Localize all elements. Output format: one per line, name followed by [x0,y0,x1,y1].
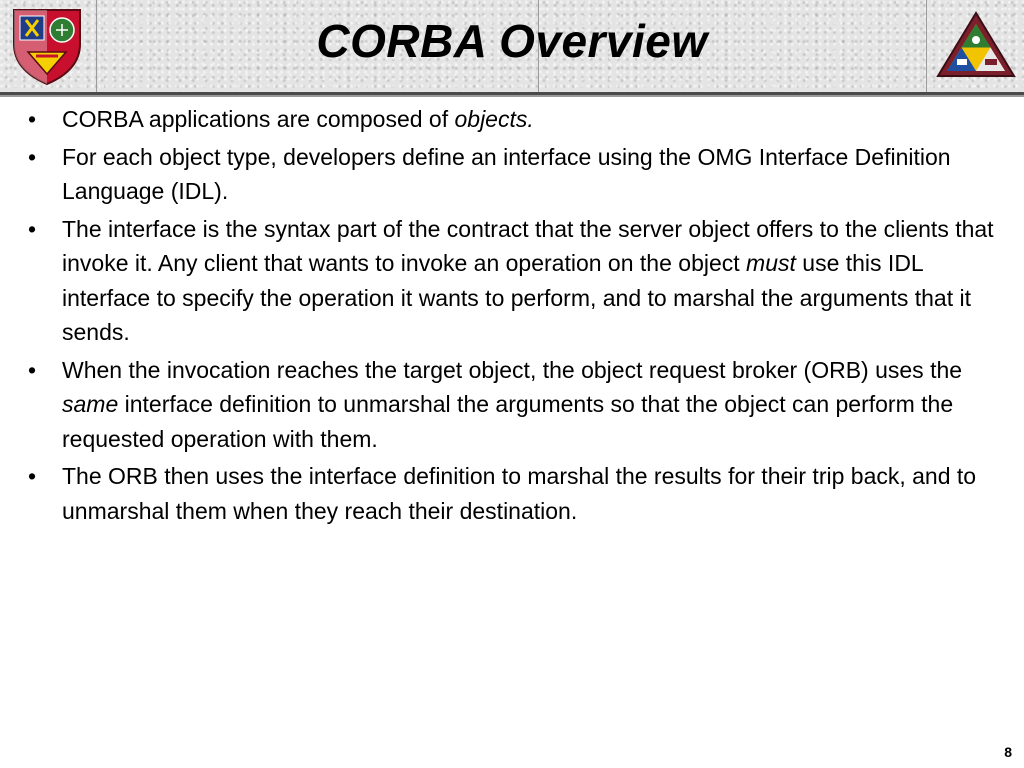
bullet-marker: • [28,356,37,383]
bullet-text: For each object type, developers define an interface using the OMG Interface Definition Language (IDL). [62,143,951,204]
slide-header [0,0,1024,95]
page-number: 8 [1004,744,1012,760]
bullet-text: When the invocation reaches the target object, the object request broker (ORB) uses the [62,356,963,383]
bullet-item [26,102,1006,137]
bullet-marker: • [28,215,37,242]
slide-body [26,102,1006,531]
bullet-emphasis: objects. [454,106,534,132]
bullet-text: The ORB then uses the interface definition to marshal the results for their trip back, and to unmarshal them when they reach their destination. [62,463,977,524]
bullet-list [26,102,1006,528]
bullet-marker: • [28,106,37,132]
bullet-item [26,459,1006,528]
bullet-marker: • [28,463,37,489]
triangle-emblem-icon [935,10,1017,80]
bullet-text: The interface is the syntax part of the contract that the server object offers to the clients that invoke it. Any client that wants to invoke an operation on the object [62,215,994,276]
bullet-item [26,212,1006,350]
bullet-emphasis: must [746,250,796,276]
bullet-emphasis: same [62,391,119,417]
slide-title: CORBA Overview [316,15,708,67]
bullet-text: interface definition to unmarshal the arguments so that the object can perform the requested operation with them. [62,391,954,452]
bullet-text: use this IDL interface to specify the operation it wants to perform, and to marshal the arguments that it sends. [62,250,971,345]
bullet-text: CORBA applications are composed of [62,106,455,132]
bullet-marker: • [28,143,37,170]
bullet-item [26,353,1006,457]
bullet-item [26,140,1006,209]
